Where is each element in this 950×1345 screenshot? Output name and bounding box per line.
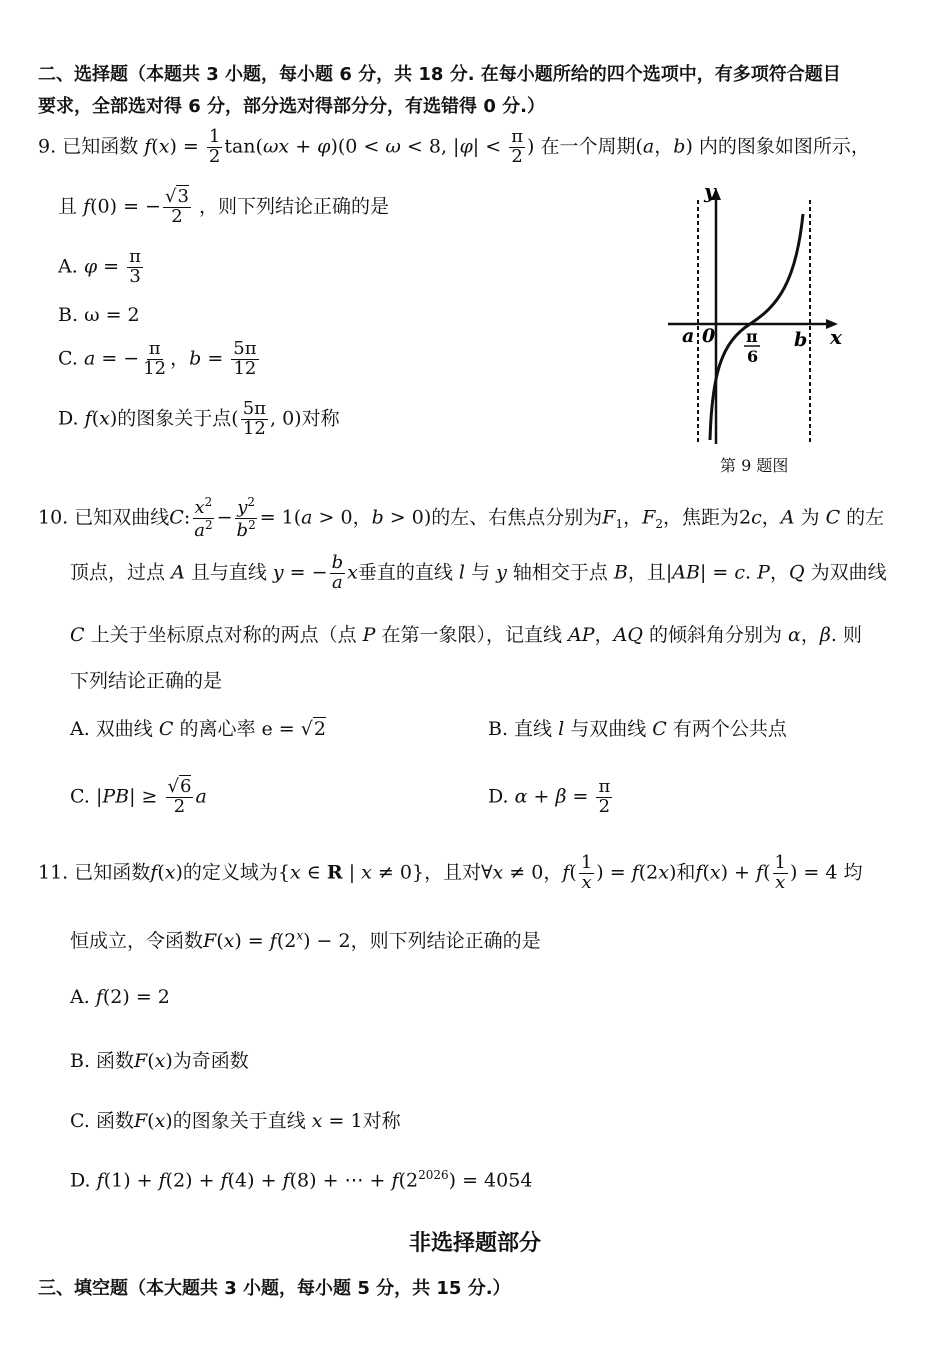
q9-option-c: C. a = − $\frac{\pi}{12}$ ，b = $\frac{5\pi}{12}$ bbox=[58, 338, 257, 379]
q10-option-a: A. 双曲线 C 的离心率 e = √2 bbox=[70, 718, 326, 740]
q9-stem2-text: 且 bbox=[58, 195, 78, 218]
section2-header-line1: 二、选择题（本题共 3 小题，每小题 6 分，共 18 分. 在每小题所给的四个选项中，有多项符合题目 bbox=[38, 64, 841, 85]
q10-option-c: C. |PB| ≥ $\frac{√6}{2}$ a bbox=[70, 776, 207, 817]
section3-header: 三、填空题（本大题共 3 小题，每小题 5 分，共 15 分.） bbox=[38, 1278, 511, 1299]
q10-number: 10. bbox=[38, 506, 69, 529]
q11-line2: 恒成立，令函数$F(x) = f(2^x) - 2$，则下列结论正确的是 bbox=[70, 928, 541, 952]
q11-number: 11. bbox=[38, 861, 69, 884]
q11-option-c: C. 函数F(x)的图象关于直线 x = 1对称 bbox=[70, 1110, 401, 1132]
q11-line1: 11. 已知函数f(x)的定义域为{x ∈ R | x ≠ 0}，且对∀x ≠ 0，f( $\frac{1}{x}$ ) = f(2x)和f(x) + f( $\frac{1}{x}$ ) = 4 均 bbox=[38, 852, 863, 893]
q10-line2: 顶点，过点 A 且与直线 y = − $\frac{b}{a}$ x垂直的直线 l 与 y 轴相交于点 B，且|AB| = c. P，Q 为双曲线 bbox=[70, 552, 887, 593]
q10-option-d: D. α + β = $\frac{\pi}{2}$ bbox=[488, 776, 611, 817]
q10-line4: 下列结论正确的是 bbox=[70, 670, 223, 692]
q9-option-d: D. f(x)的图象关于点( $\frac{5\pi}{12}$ , 0)对称 bbox=[58, 398, 340, 439]
section2-header-line2: 要求，全部选对得 6 分，部分选对得部分分，有选错得 0 分.） bbox=[38, 96, 545, 117]
q9-option-a: A. φ = $\frac{\pi}{3}$ bbox=[58, 246, 141, 287]
q9-option-b: B. ω = 2 bbox=[58, 304, 140, 326]
q9-stem-text2: 在一个周期 bbox=[540, 135, 636, 158]
q9-number: 9. bbox=[38, 135, 57, 158]
q9-graph bbox=[660, 182, 860, 452]
graph-label-a: a bbox=[682, 325, 695, 347]
q9-figure-caption: 第 9 题图 bbox=[720, 456, 789, 475]
graph-label-pi: π bbox=[746, 327, 758, 346]
q9-stem2-text2: ，则下列结论正确的是 bbox=[198, 195, 389, 218]
nonchoice-title: 非选择题部分 bbox=[408, 1231, 541, 1256]
q9-stem-line1: 9. 已知函数 f(x) = $\frac{1}{2}$ tan(ωx + φ)(0 < ω < 8, |φ| < $\frac{\pi}{2}$ ) 在一个周期(a，b) 内的图象如图所示， bbox=[38, 126, 870, 167]
q9-stem-text3: 内的图象如图所示， bbox=[698, 135, 870, 158]
q9-stem-line2: 且 f(0) = − $\frac{√3}{2}$ ，则下列结论正确的是 bbox=[58, 186, 389, 227]
graph-label-six: 6 bbox=[747, 347, 759, 366]
graph-label-origin: 0 bbox=[702, 325, 716, 347]
graph-label-x: x bbox=[830, 325, 842, 349]
q11-option-b: B. 函数F(x)为奇函数 bbox=[70, 1050, 249, 1072]
q10-line1: 10. 已知双曲线C: $\frac{x^2}{a^2}$ − $\frac{y^2}{b^2}$ = 1(a > 0，b > 0)的左、右焦点分别为$F_1$，$F_2$，焦距为2c，A 为 C 的左 bbox=[38, 495, 885, 541]
graph-label-y: y bbox=[704, 182, 716, 203]
q10-line3: C 上关于坐标原点对称的两点（点 P 在第一象限），记直线 AP，AQ 的倾斜角分别为 α，β. 则 bbox=[70, 624, 862, 646]
q11-option-a: A. f(2) = 2 bbox=[70, 986, 170, 1008]
q9-stem-text: 已知函数 bbox=[62, 135, 139, 158]
q10-option-b: B. 直线 l 与双曲线 C 有两个公共点 bbox=[488, 718, 787, 740]
q11-option-d: D. f(1) + f(2) + f(4) + f(8) + ⋯ + $f(2^{2026}) = 4054$ bbox=[70, 1168, 533, 1192]
graph-label-b: b bbox=[794, 329, 808, 351]
